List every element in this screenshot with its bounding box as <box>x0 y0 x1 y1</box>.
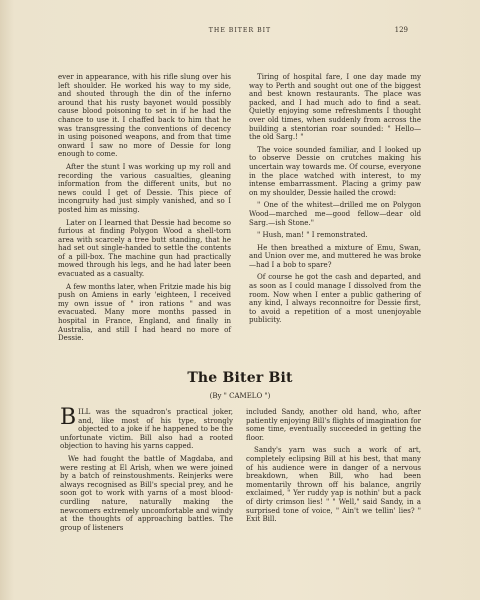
paragraph: A few months later, when Fritzie made his big push on Amiens in early 'eighteen, I received my own issue of " iron rations " and was evacuated. Many more months passed in hospital in France, England, and finally in Australia, and still I had heard no more of Dessie. <box>58 281 231 343</box>
paragraph: We had fought the battle of Magdaba, and were resting at El Arish, when we were joined by a batch of reinstoushments. Reinjerks were always recognised as Bill's special prey, and he soon got to work with yarns of a most blood-curdling nature, naturally making the newcomers extremely uncomfortable and windy at the thoughts of approaching battles. The group of listeners <box>60 453 233 532</box>
paragraph <box>60 405 233 451</box>
paragraph: After the stunt I was working up my roll and recording the various casualties, gleaning information from the different units, but no news could I get of Dessie. This piece of incongruity had just simply vanished, and so I posted him as missing. <box>58 161 231 214</box>
paragraph: " Hush, man! " I remonstrated. <box>257 230 368 240</box>
paragraph: Tiring of hospital fare, I one day made my way to Perth and sought out one of the biggest and best known restaurants. The place was packed, and I had much ado to find a seat. Quietly enjoying some refreshments I thought over old times, when suddenly from across the building a stentorian roar sounded: " Hello—the old Sarg.! " <box>249 72 421 142</box>
paragraph-text: ILL was the squadron's practical joker, and, like most of his type, strongly objected to a joke if he happened to be the unfortunate victim. Bill also had a rooted objection to having his yarns capped. <box>60 407 233 451</box>
running-title: THE BITER BIT <box>208 27 272 34</box>
paragraph: Later on I learned that Dessie had become so furious at finding Polygon Wood a shell-torn area with scarcely a tree butt standing, that he had set out single-handed to settle the contents of a pill-box. The machine gun had practically mowed through his legs, and he had later been evacuated as a casualty. <box>58 217 231 279</box>
page-number: 129 <box>394 26 408 34</box>
paragraph: Of course he got the cash and departed, and as soon as I could manage I dissolved from the room. Now when I enter a public gathering of any kind, I always reconnoitre for Dessie first, to avoid a repetition of a most unenjoyable publicity. <box>249 272 421 325</box>
article-byline: (By " CAMELO ") <box>209 392 271 400</box>
paragraph: The voice sounded familiar, and I looked up to observe Dessie on crutches making his uncertain way towards me. Of course, everyone in the place watched with interest, to my intense embarrassment. Placing a grimy paw on my shoulder, Dessie hailed the crowd: <box>249 144 421 197</box>
article-right-column <box>246 408 421 528</box>
article-left-column <box>60 405 233 536</box>
article-title: The Biter Bit <box>187 370 293 386</box>
running-head <box>0 27 480 39</box>
paragraph: ever in appearance, with his rifle slung over his left shoulder. He worked his way to my side, and shouted through the din of the inferno around that his rusty bayonet would possibly cause blood poisoning to set in if he had the chance to use it. I chaffed back to him that he was transgressing the conventions of decency in using poisoned weapons, and from that time onward I saw no more of Dessie for long enough to come. <box>58 72 231 159</box>
right-column-text <box>249 73 421 329</box>
left-column-text <box>58 73 231 347</box>
drop-cap: B <box>60 405 77 430</box>
paragraph: " One of the whitest—drilled me on Polygon Wood—marched me—good fellow—dear old Sarg.—ish Stone." <box>249 200 421 227</box>
paragraph: He then breathed a mixture of Emu, Swan, and Union over me, and muttered he was broke—had I a bob to spare? <box>249 242 421 269</box>
paragraph: included Sandy, another old hand, who, after patiently enjoying Bill's flights of imagination for some time, eventually succeeded in getting the floor. <box>246 407 421 442</box>
paragraph: Sandy's yarn was such a work of art, completely eclipsing Bill at his best, that many of his audience were in danger of a nervous breakdown, when Bill, who had been momentarily thrown off his balance, angrily exclaimed, " Yer ruddy yap is nothin' but a pack of dirty crimson lies! " " Well," said Sandy, in a surprised tone of voice, " Ain't we tellin' lies? " Exit Bill. <box>246 445 421 524</box>
